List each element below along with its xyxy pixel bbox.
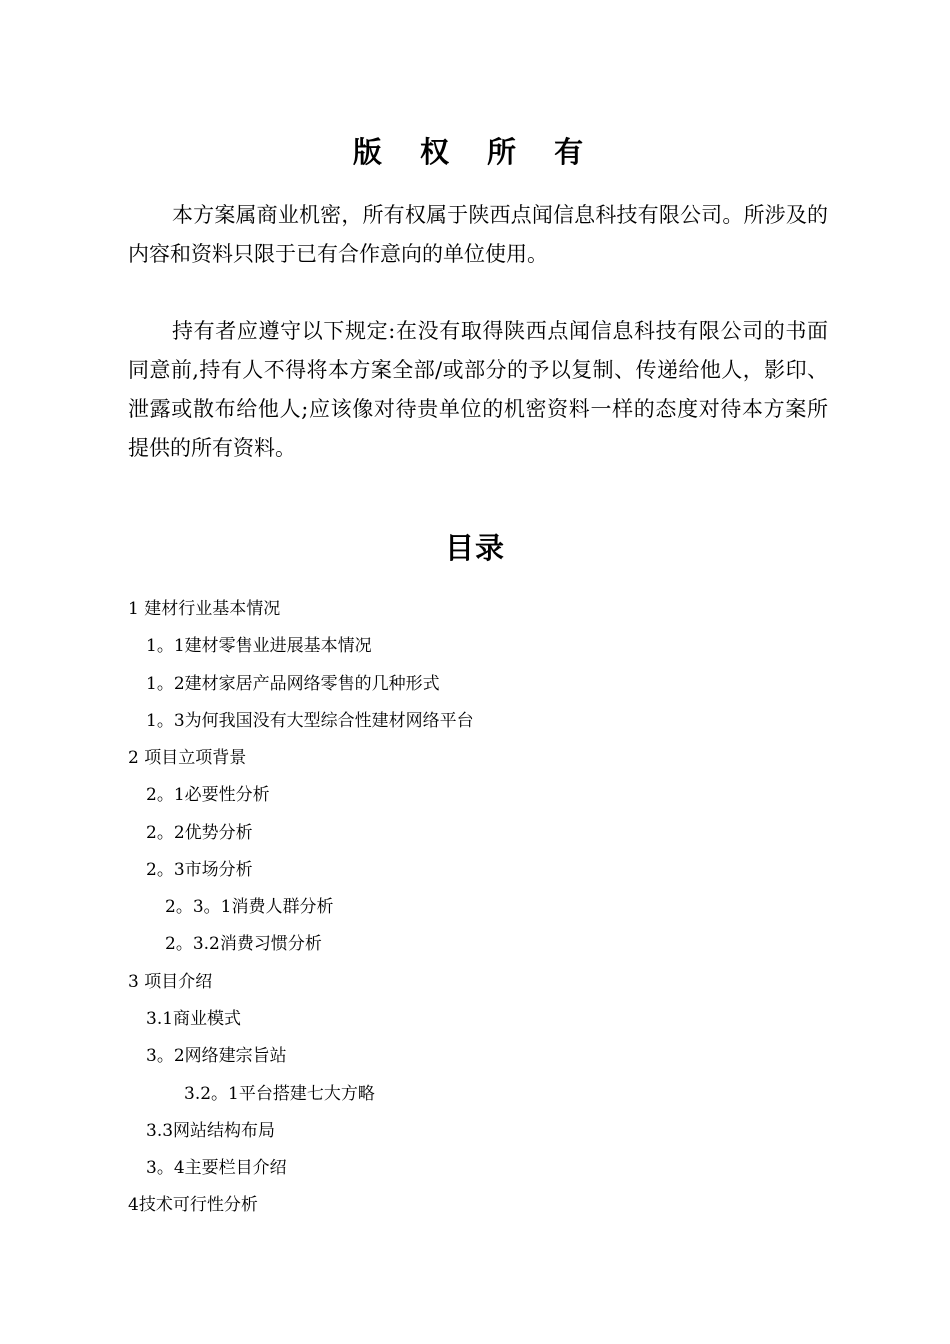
copyright-paragraph-1: 本方案属商业机密，所有权属于陕西点闻信息科技有限公司。所涉及的内容和资料只限于已有合作意向的单位使用。 xyxy=(128,203,828,266)
copyright-title: 版 权 所 有 xyxy=(352,135,598,169)
toc-item[interactable]: 3.3网站结构布局 xyxy=(146,1121,276,1141)
toc-item[interactable]: 2。3。1消费人群分析 xyxy=(165,897,334,917)
toc-title: 目录 xyxy=(444,531,505,565)
toc-item[interactable]: 2。2优势分析 xyxy=(146,823,253,843)
toc-item[interactable]: 2。1必要性分析 xyxy=(146,785,270,805)
toc-item[interactable]: 2。3.2消费习惯分析 xyxy=(165,934,322,954)
toc-item[interactable]: 1。2建材家居产品网络零售的几种形式 xyxy=(146,674,440,694)
toc-item[interactable]: 1 建材行业基本情况 xyxy=(128,599,281,619)
copyright-paragraph-2: 持有者应遵守以下规定:在没有取得陕西点闻信息科技有限公司的书面同意前,持有人不得将本方案全部/或部分的予以复制、传递给他人，影印、泄露或散布给他人;应该像对待贵单位的机密资料一样的态度对待本方案所提供的所有资料。 xyxy=(128,319,828,460)
toc-item[interactable]: 3 项目介绍 xyxy=(128,972,213,992)
toc-item[interactable]: 3.1商业模式 xyxy=(146,1009,242,1029)
toc-item[interactable]: 2。3市场分析 xyxy=(146,860,253,880)
toc-item[interactable]: 1。1建材零售业进展基本情况 xyxy=(146,636,372,656)
toc-item[interactable]: 3。4主要栏目介绍 xyxy=(146,1158,287,1178)
toc-item[interactable]: 2 项目立项背景 xyxy=(128,748,247,768)
toc-item[interactable]: 4技术可行性分析 xyxy=(128,1195,258,1215)
toc-item[interactable]: 3.2。1平台搭建七大方略 xyxy=(184,1084,375,1104)
toc-item[interactable]: 3。2网络建宗旨站 xyxy=(146,1046,287,1066)
toc-item[interactable]: 1。3为何我国没有大型综合性建材网络平台 xyxy=(146,711,474,731)
